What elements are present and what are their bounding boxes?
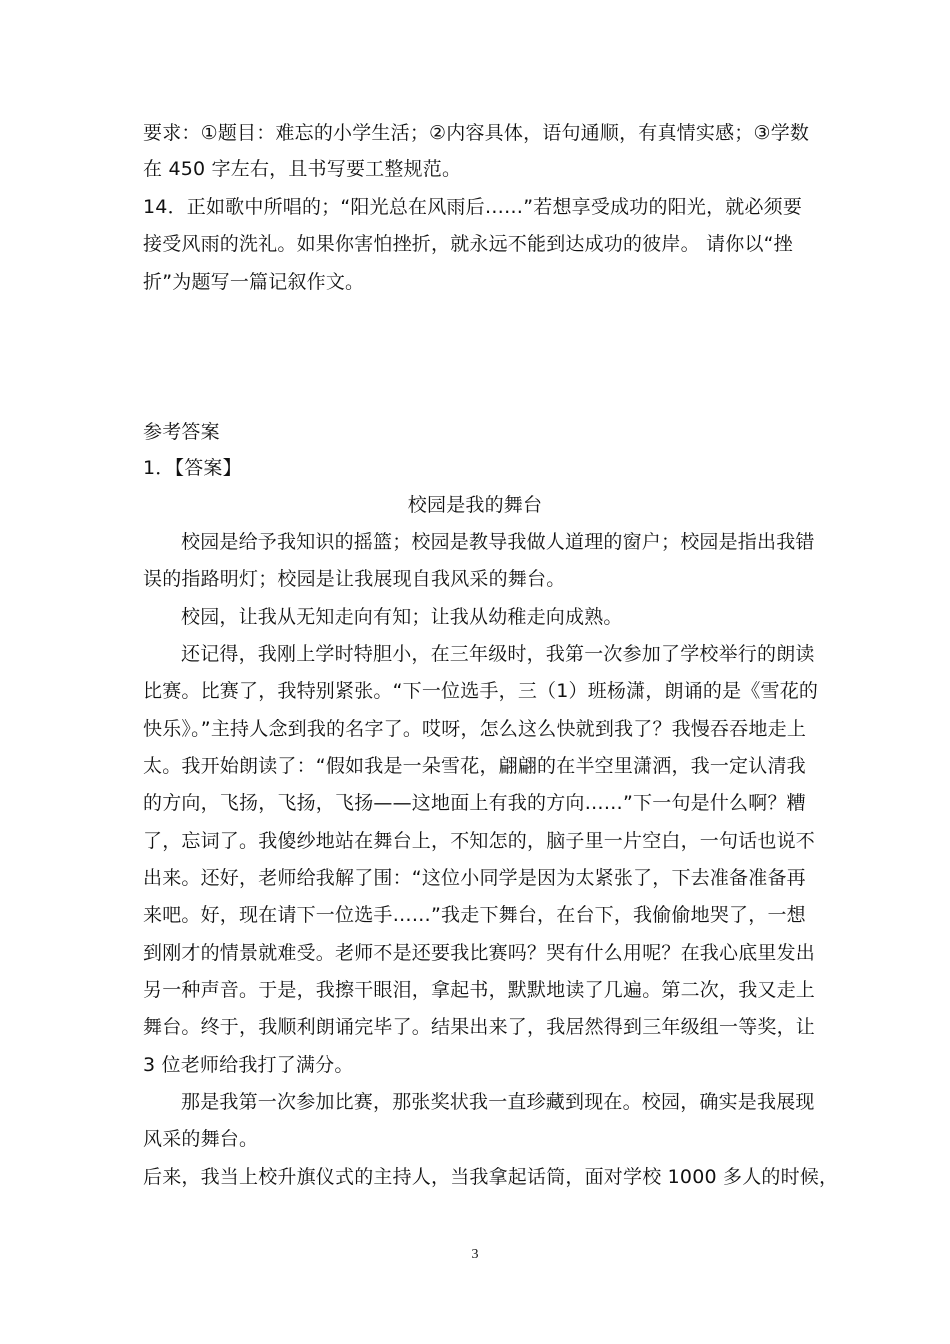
essay-line: 太。我开始朗读了：“假如我是一朵雪花，翩翩的在半空里潇洒，我一定认清我 <box>143 755 806 777</box>
requirement-line-1: 要求：①题目：难忘的小学生活；②内容具体，语句通顺，有真情实感；③学数 <box>143 122 810 144</box>
essay-line: 了，忘词了。我傻纱地站在舞台上，不知怎的，脑子里一片空白，一句话也说不 <box>143 830 816 852</box>
question-14-line-2: 接受风雨的洗礼。如果你害怕挫折，就永远不能到达成功的彼岸。 请你以“挫 <box>143 233 793 255</box>
question-14-line-3: 折”为题写一篇记叙作文。 <box>143 271 365 293</box>
essay-line: 后来，我当上校升旗仪式的主持人，当我拿起话筒，面对学校 1000 多人的时候， <box>143 1166 839 1188</box>
page-number: 3 <box>471 1247 479 1262</box>
essay-line: 快乐》。”主持人念到我的名字了。哎呀，怎么这么快就到我了？我慢吞吞地走上 <box>143 718 807 740</box>
essay-line: 风采的舞台。 <box>143 1128 259 1150</box>
essay-line: 比赛。比赛了，我特别紧张。“下一位选手，三（1）班杨潇，朗诵的是《雪花的 <box>143 680 819 702</box>
essay-line: 到刚才的情景就难受。老师不是还要我比赛吗？哭有什么用呢？在我心底里发出 <box>143 942 816 964</box>
essay-line: 来吧。好，现在请下一位选手……”我走下舞台，在台下，我偷偷地哭了，一想 <box>143 904 806 926</box>
answers-heading: 参考答案 <box>143 421 220 443</box>
essay-line: 校园，让我从无知走向有知；让我从幼稚走向成熟。 <box>181 606 623 628</box>
requirement-line-2: 在 450 字左右，且书写要工整规范。 <box>143 158 462 180</box>
essay-line: 的方向，飞扬，飞扬，飞扬——这地面上有我的方向……”下一句是什么啊？糟 <box>143 792 806 814</box>
essay-title: 校园是我的舞台 <box>407 494 543 516</box>
essay-line: 还记得，我刚上学时特胆小，在三年级时，我第一次参加了学校举行的朗读 <box>181 643 815 665</box>
essay-line: 误的指路明灯；校园是让我展现自我风采的舞台。 <box>143 568 566 590</box>
answer-1-label: 1．【答案】 <box>143 457 242 479</box>
question-14-line-1: 14．正如歌中所唱的；“阳光总在风雨后……”若想享受成功的阳光，就必须要 <box>143 196 803 218</box>
essay-line: 那是我第一次参加比赛，那张奖状我一直珍藏到现在。校园，确实是我展现 <box>181 1091 815 1113</box>
essay-line: 另一种声音。于是，我擦干眼泪，拿起书，默默地读了几遍。第二次，我又走上 <box>143 979 816 1001</box>
essay-line: 校园是给予我知识的摇篮；校园是教导我做人道理的窗户；校园是指出我错 <box>181 531 815 553</box>
essay-line: 出来。还好，老师给我解了围：“这位小同学是因为太紧张了，下去准备准备再 <box>143 867 806 889</box>
essay-line: 舞台。终于，我顺利朗诵完毕了。结果出来了，我居然得到三年级组一等奖，让 <box>143 1016 816 1038</box>
essay-line: 3 位老师给我打了满分。 <box>143 1054 354 1076</box>
